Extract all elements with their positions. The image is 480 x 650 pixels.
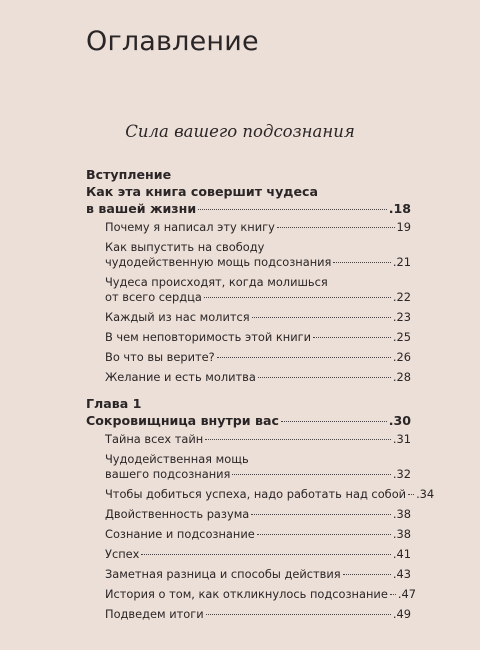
toc-entry-title: Почему я написал эту книгу [105, 220, 275, 234]
chapter1-label: Глава 1 [86, 396, 142, 411]
toc-entry[interactable] [105, 350, 411, 365]
toc-page-number: 19 [396, 220, 411, 234]
dot-leader [141, 554, 390, 555]
dot-leader [258, 377, 391, 378]
toc-page-number: .38 [392, 507, 411, 521]
toc-entry-line1: Чудеса происходят, когда молишься [105, 275, 328, 289]
toc-entry-title: от всего сердца [105, 290, 202, 304]
toc-entry-title: Сокровищница внутри вас [86, 413, 279, 428]
book-title: Сила вашего подсознания [125, 122, 355, 141]
toc-entry[interactable] [105, 290, 411, 305]
toc-entry[interactable] [105, 370, 411, 385]
toc-page-number: .22 [392, 290, 411, 304]
toc-page-number: .28 [392, 370, 411, 384]
toc-entry[interactable] [105, 255, 411, 270]
dot-leader [257, 534, 391, 535]
dot-leader [205, 439, 391, 440]
toc-page-number: .26 [392, 350, 411, 364]
dot-leader [390, 594, 396, 595]
toc-entry[interactable] [105, 330, 411, 345]
intro-heading-line1: Как эта книга совершит чудеса [86, 184, 318, 199]
toc-entry[interactable] [105, 607, 411, 622]
toc-entry-title: Двойственность разума [105, 507, 250, 521]
toc-entry[interactable] [105, 567, 411, 582]
toc-entry[interactable] [105, 587, 416, 602]
toc-entry-chapter1-heading[interactable] [86, 412, 411, 429]
toc-entry-line1: Чудодейственная мощь [105, 452, 249, 466]
toc-page-number: .43 [392, 567, 411, 581]
toc-page-number: .25 [392, 330, 411, 344]
page-title: Оглавление [86, 26, 259, 57]
dot-leader [408, 494, 414, 495]
toc-page-number: .21 [392, 255, 411, 269]
toc-entry-intro-heading[interactable] [86, 200, 411, 217]
dot-leader [313, 337, 391, 338]
dot-leader [252, 317, 391, 318]
toc-entry-title: История о том, как откликнулось подсознание [105, 587, 388, 601]
toc-page-number: .38 [392, 527, 411, 541]
toc-page-number: .18 [388, 201, 411, 216]
toc-entry-title: Чтобы добиться успеха, надо работать над собой [105, 487, 407, 501]
dot-leader [277, 227, 395, 228]
dot-leader [333, 262, 390, 263]
toc-entry-title: Заметная разница и способы действия [105, 567, 341, 581]
toc-page-number: .31 [392, 432, 411, 446]
toc-page-number: .34 [416, 487, 435, 501]
toc-entry-title: Успех [105, 547, 140, 561]
toc-entry[interactable] [105, 432, 411, 447]
toc-entry-title: Каждый из нас молится [105, 310, 250, 324]
toc-entry-title: Во что вы верите? [105, 350, 215, 364]
dot-leader [281, 421, 387, 422]
toc-entry-title: Подведем итоги [105, 607, 204, 621]
toc-entry[interactable] [105, 220, 411, 235]
dot-leader [251, 514, 391, 515]
toc-entry-title: Сознание и подсознание [105, 527, 255, 541]
toc-entry-line1: Как выпустить на свободу [105, 240, 265, 254]
toc-entry[interactable] [105, 507, 411, 522]
toc-entry-title: Тайна всех тайн [105, 432, 204, 446]
toc-entry-title: вашего подсознания [105, 467, 231, 481]
toc-entry[interactable] [105, 310, 411, 325]
toc-page-number: .41 [392, 547, 411, 561]
toc-page-number: .32 [392, 467, 411, 481]
dot-leader [232, 474, 390, 475]
dot-leader [204, 297, 391, 298]
dot-leader [206, 614, 391, 615]
toc-entry[interactable] [105, 487, 435, 502]
dot-leader [343, 574, 391, 575]
dot-leader [198, 209, 387, 210]
intro-label: Вступление [86, 167, 172, 182]
toc-entry-title: В чем неповторимость этой книги [105, 330, 311, 344]
toc-page-number: .47 [397, 587, 416, 601]
toc-entry-title: в вашей жизни [86, 201, 197, 216]
dot-leader [217, 357, 391, 358]
toc-entry[interactable] [105, 547, 411, 562]
toc-entry[interactable] [105, 527, 411, 542]
toc-entry[interactable] [105, 467, 411, 482]
toc-page-number: .23 [392, 310, 411, 324]
toc-page-number: .49 [392, 607, 411, 621]
toc-entry-title: чудодейственную мощь подсознания [105, 255, 332, 269]
toc-entry-title: Желание и есть молитва [105, 370, 256, 384]
toc-page-number: .30 [388, 413, 411, 428]
